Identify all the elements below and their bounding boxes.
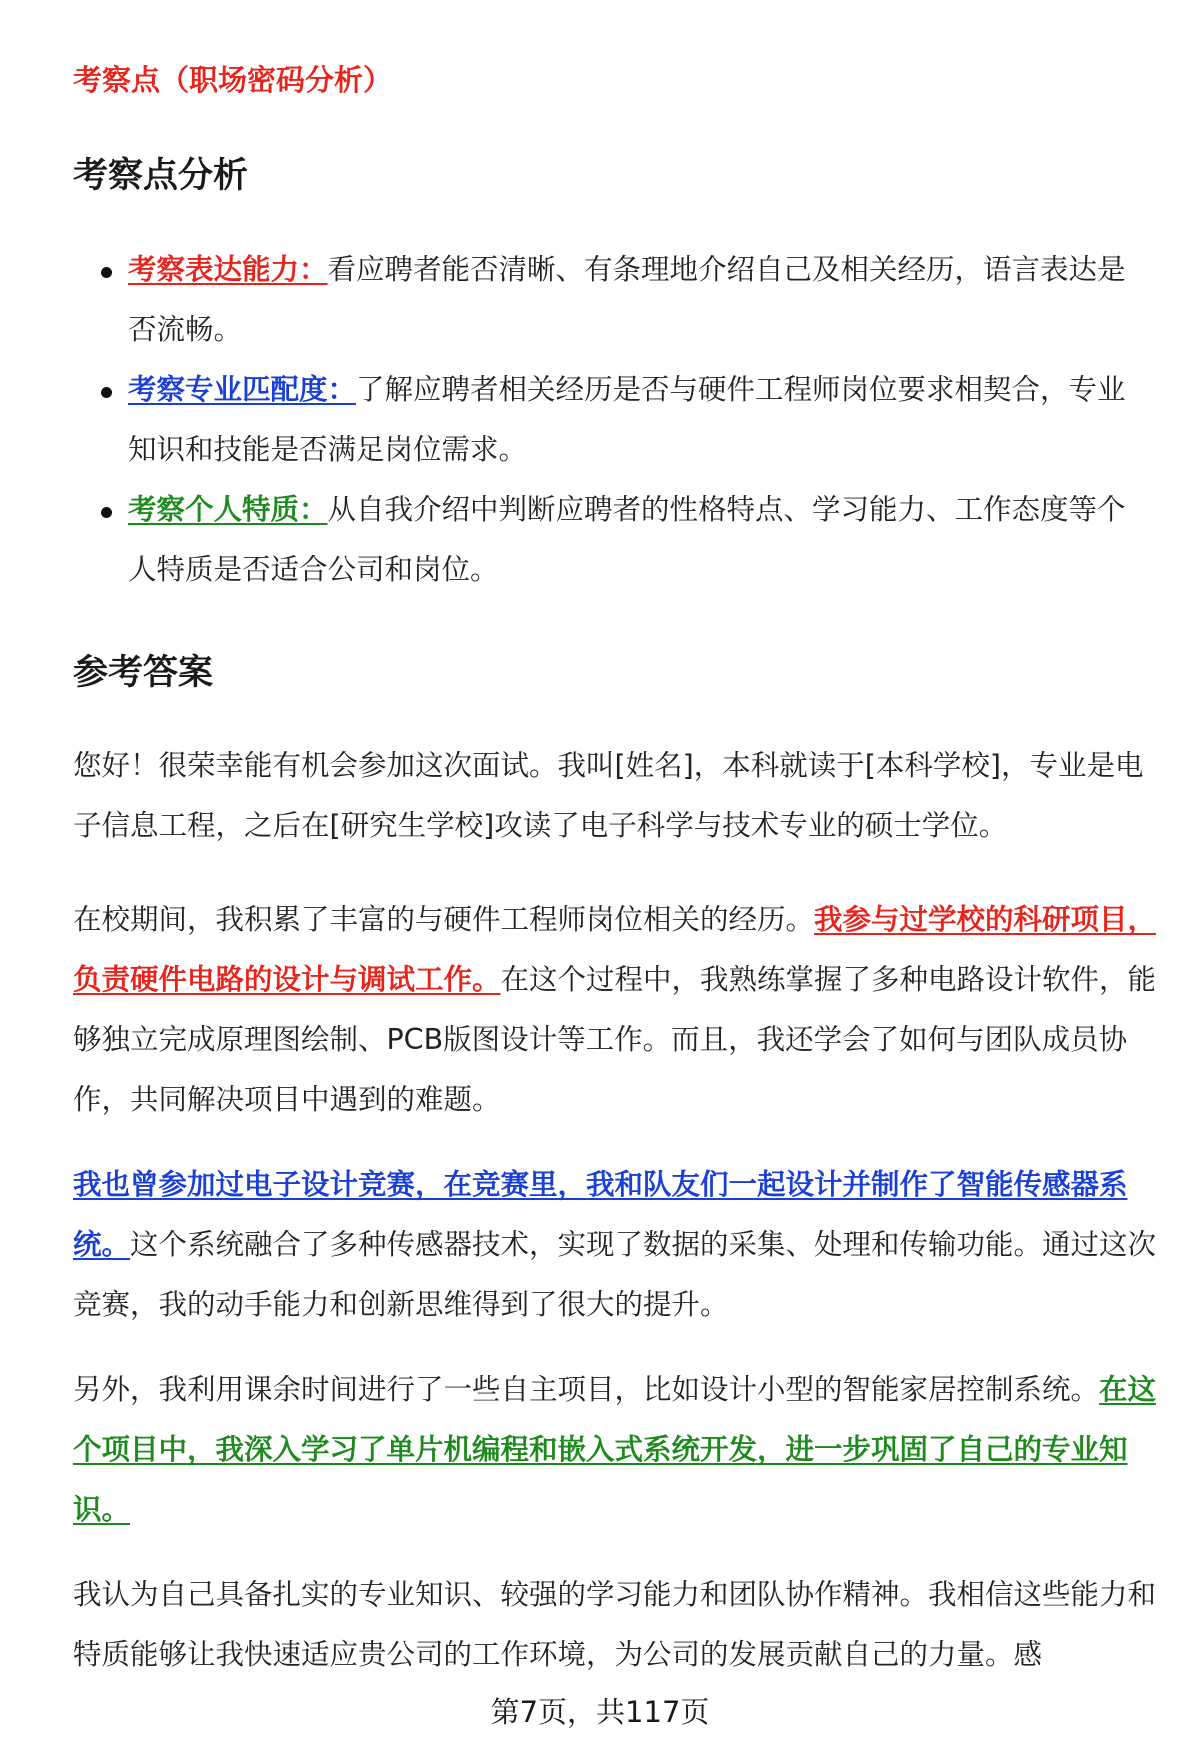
keyword-expression: 考察表达能力： [128,253,328,286]
answer-paragraph-1: 您好！很荣幸能有机会参加这次面试。我叫[姓名]，本科就读于[本科学校]，专业是电子信息工程，之后在[研究生学校]攻读了电子科学与技术专业的硕士学位。 [73,749,1144,842]
analysis-list [128,240,1148,600]
bullet-dot-icon [101,267,112,278]
paragraph-text: 另外，我利用课余时间进行了一些自主项目，比如设计小型的智能家居控制系统。 [73,1373,1100,1406]
answer-paragraph-5: 我认为自己具备扎实的专业知识、较强的学习能力和团队协作精神。我相信这些能力和特质能够让我快速适应贵公司的工作环境，为公司的发展贡献自己的力量。感 [73,1578,1157,1671]
bullet-dot-icon [101,507,112,518]
highlight-self-project: 在这个项目中，我深入学习了单片机编程和嵌入式系统开发，进一步巩固了自己的专业知识。 [73,1373,1157,1526]
highlight-competition: 我也曾参加过电子设计竞赛，在竞赛里，我和队友们一起设计并制作了智能传感器系统。 [73,1168,1128,1261]
answer-paragraph-4 [73,1360,1158,1540]
list-item [128,240,1148,360]
answer-paragraph-2 [73,890,1158,1130]
keyword-personal-traits: 考察个人特质： [128,493,328,526]
keyword-professional-match: 考察专业匹配度： [128,373,357,406]
list-item [128,360,1148,480]
page-number: 第7页，共117页 [490,1695,710,1729]
answer-paragraph-3 [73,1155,1158,1335]
paragraph-text: 在这个过程中，我熟练掌握了多种电路设计软件，能够独立完成原理图绘制、PCB版图设计等工作。而且，我还学会了如何与团队成员协作，共同解决项目中遇到的难题。 [73,963,1157,1116]
paragraph-text: 在校期间，我积累了丰富的与硬件工程师岗位相关的经历。 [73,903,815,936]
item-text: 看应聘者能否清晰、有条理地介绍自己及相关经历，语言表达是否流畅。 [128,253,1126,346]
item-text: 从自我介绍中判断应聘者的性格特点、学习能力、工作态度等个人特质是否适合公司和岗位。 [128,493,1126,586]
section-label: 考察点（职场密码分析） [73,63,393,97]
answer-heading: 参考答案 [73,653,214,693]
list-item [128,480,1148,600]
bullet-dot-icon [101,387,112,398]
analysis-heading: 考察点分析 [73,156,249,196]
paragraph-text: 这个系统融合了多种传感器技术，实现了数据的采集、处理和传输功能。通过这次竞赛，我的动手能力和创新思维得到了很大的提升。 [73,1228,1157,1321]
item-text: 了解应聘者相关经历是否与硬件工程师岗位要求相契合，专业知识和技能是否满足岗位需求。 [128,373,1126,466]
highlight-research-project: 我参与过学校的科研项目，负责硬件电路的设计与调试工作。 [73,903,1157,996]
